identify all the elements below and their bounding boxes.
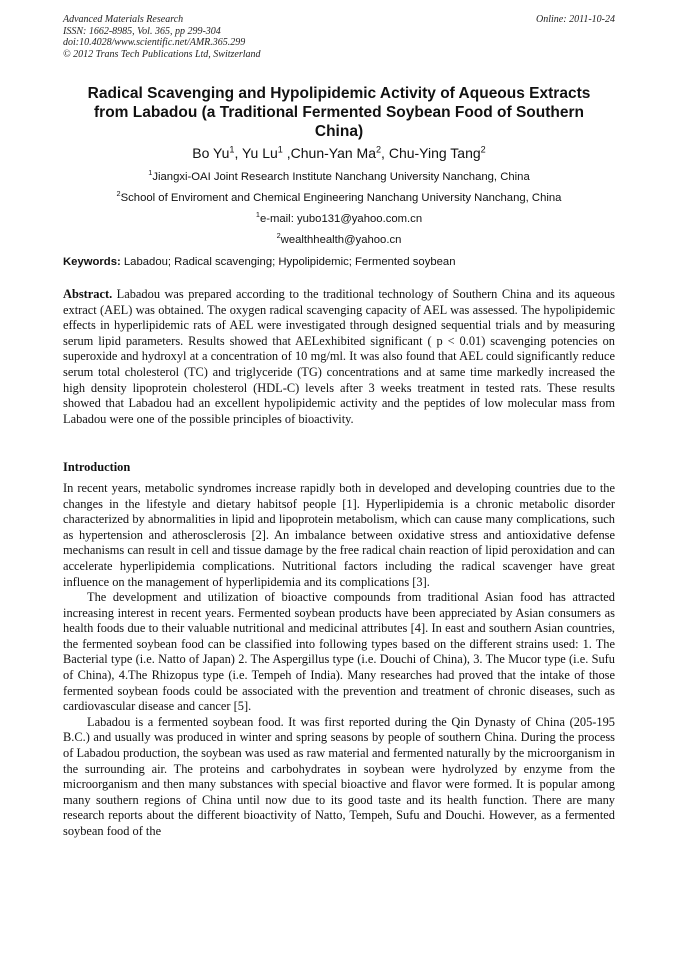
email-text[interactable]: e-mail: yubo131@yahoo.com.cn [259, 213, 423, 225]
author-name: Chun-Yan Ma [290, 145, 376, 161]
author-name: Bo Yu [192, 145, 230, 161]
email-text[interactable]: wealthhealth@yahoo.cn [280, 234, 402, 246]
doi-line: doi:10.4028/www.scientific.net/AMR.365.299 [63, 37, 246, 48]
author-separator: , [381, 145, 389, 161]
keywords-text: Labadou; Radical scavenging; Hypolipidemic; Fermented soybean [120, 256, 456, 268]
affiliation-mark: 1 [255, 210, 260, 220]
affiliation-mark: 2 [116, 189, 121, 199]
email-line [63, 233, 615, 247]
copyright-line: © 2012 Trans Tech Publications Ltd, Switzerland [63, 48, 261, 60]
online-date: Online: 2011-10-24 [536, 14, 615, 25]
abstract-text: Labadou was prepared according to the traditional technology of Southern China and its aqueous extract (AEL) was obtained. The oxygen radical scavenging capacity of AEL was assessed. The hypolipidemic effects in hyperlipidemic rats of AEL were investigated through designed sequential trials and by measuring serum lipid parameters. Results showed that AELexhibited significant ( p < 0.01) scavenging potencies on superoxide and hydroxyl at a concentration of 10 mg/ml. It was also found that AEL could significantly reduce serum total cholesterol (TC) and triglyceride (TG) concentrations and at same time markedly increased the high density lipoprotein cholesterol (HDL-C) levels after 3 weeks treatment in tested rats. These results showed that Labadou had an excellent hypolipidemic activity and the peptides of low molecular mass from Labadou were one of the possible principles of bioactivity. [63, 287, 615, 426]
abstract [63, 287, 615, 427]
affiliation-mark: 1 [148, 168, 153, 178]
keywords [63, 255, 615, 269]
affiliation-text: School of Enviroment and Chemical Engineering Nanchang University Nanchang, China [120, 192, 562, 204]
author-separator: , [234, 145, 242, 161]
author-name: Yu Lu [241, 145, 278, 161]
author-list [63, 144, 615, 163]
email-line [63, 212, 615, 226]
affiliation-line [63, 191, 615, 205]
section-heading-introduction: Introduction [63, 460, 131, 475]
author-name: Chu-Ying Tang [388, 145, 481, 161]
journal-header [63, 14, 615, 60]
author-affiliation-mark: 2 [375, 144, 382, 155]
issn-line: ISSN: 1662-8985, Vol. 365, pp 299-304 [63, 25, 221, 37]
affiliation-line [63, 170, 615, 184]
paper-page [63, 14, 615, 840]
abstract-label: Abstract. [63, 287, 113, 301]
author-affiliation-mark: 2 [480, 144, 486, 155]
author-separator: , [282, 145, 291, 161]
body-paragraph: Labadou is a fermented soybean food. It was first reported during the Qin Dynasty of China (205-195 B.C.) and usually was produced in winter and spring seasons by people of southern China. During the process of Labadou production, the soybean was used as raw material and fermented naturally by the microorganism in the surrounding air. The proteins and carbohydrates in soybean were hydrolyzed by enzyme from the microorganism and then many substances with special bioactive and flavor were formed. It is popular among many southern regions of China until now due to its good taste and its health function. There are many research reports about the different bioactivity of Natto, Tempeh, Sufu and Douchi. However, as a fermented soybean food of the [63, 714, 615, 838]
body-paragraph: In recent years, metabolic syndromes increase rapidly both in developed and developing countries due to the changes in the lifestyle and dietary habitsof people [1]. Hyperlipidemia is a chronic metabolic disorder characterized by abnormalities in lipid and lipoprotein metabolism, which can cause many complications, such as hypertension and atherosclerosis [2]. An imbalance between oxidative stress and antioxidative defense mechanisms can result in cell and tissue damage by the free radical chain reaction of lipid peroxidation and can accelerate hyperlipidemia complications. Nutritional factors including the radical scavenger have great influence on the management of hyperlipidemia and its complications [3]. [63, 480, 615, 589]
keywords-label: Keywords: [63, 256, 121, 268]
journal-name: Advanced Materials Research [63, 14, 184, 25]
paper-title: Radical Scavenging and Hypolipidemic Activity of Aqueous Extracts from Labadou (a Traditional Fermented Soybean Food of Southern China) [87, 85, 591, 140]
affiliation-mark: 2 [276, 231, 281, 241]
author-affiliation-mark: 1 [277, 144, 283, 155]
author-affiliation-mark: 1 [229, 144, 235, 155]
affiliation-text: Jiangxi-OAI Joint Research Institute Nanchang University Nanchang, China [152, 171, 530, 183]
body-paragraph: The development and utilization of bioactive compounds from traditional Asian food has attracted increasing interest in recent years. Fermented soybean products have been appreciated by Asian consumers as health foods due to their valuable nutritional and medicinal attributes [4]. In east and southern Asian countries, the fermented soybean food can be classified into following types based on the different strains used: 1. The Bacterial type (i.e. Natto of Japan) 2. The Aspergillus type (i.e. Douchi of China), 3. The Mucor type (i.e. Sufu of China), 4.The Rhizopus type (i.e. Tempeh of India). Many researches had proved that the intake of those fermented soybean foods could be associated with the prevention and treatment of chronic diseases, such as cardiovascular disease and cancer [5]. [63, 590, 615, 714]
